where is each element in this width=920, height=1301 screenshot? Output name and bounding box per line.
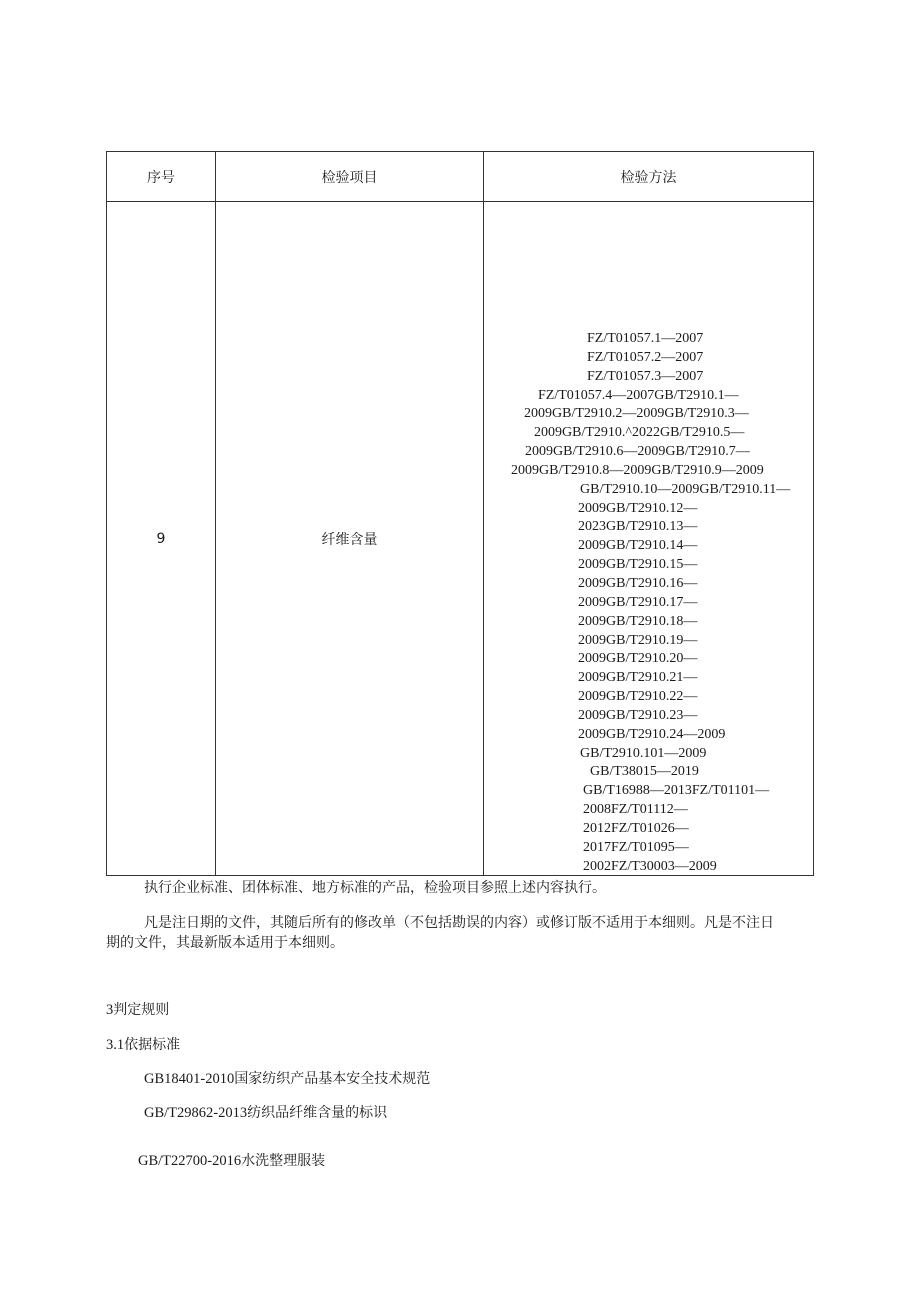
method-line: 2009GB/T2910.^2022GB/T2910.5— (534, 425, 745, 441)
section-3-number: 3 (106, 1002, 114, 1018)
method-line: 2009GB/T2910.24—2009 (578, 726, 726, 742)
section-3-title: 判定规则 (113, 1002, 170, 1018)
standard-code: GB/T29862-2013 (144, 1105, 248, 1121)
method-line: FZ/T01057.2—2007 (587, 349, 704, 365)
note-paragraph-2-line-1: 凡是注日期的文件，其随后所有的修改单（不包括勘误的内容）或修订版不适用于本细则。凡是不注日 (144, 915, 774, 931)
method-line: 2009GB/T2910.16— (578, 575, 698, 591)
method-line: FZ/T01057.1—2007 (587, 331, 704, 346)
standard-name: 水洗整理服装 (241, 1153, 326, 1169)
method-line: 2009GB/T2910.2—2009GB/T2910.3— (524, 406, 749, 422)
row-seq: 9 (156, 530, 166, 547)
method-line: 2009GB/T2910.8—2009GB/T2910.9—2009 (511, 462, 764, 478)
method-line: 2023GB/T2910.13— (578, 519, 698, 535)
method-line: 2009GB/T2910.6—2009GB/T2910.7— (525, 444, 750, 460)
section-3-heading (106, 999, 169, 1019)
standard-name: 纺织品纤维含量的标识 (247, 1105, 388, 1121)
method-line: 2009GB/T2910.17— (578, 594, 698, 610)
standard-item (138, 1150, 325, 1170)
method-line: 2009GB/T2910.23— (578, 707, 698, 723)
method-line: 2009GB/T2910.18— (578, 613, 698, 629)
method-list (485, 330, 813, 876)
row-item: 纤维含量 (321, 531, 378, 548)
method-line: 2012FZ/T01026— (583, 820, 689, 836)
method-line: 2009GB/T2910.20— (578, 651, 698, 667)
standard-code: GB/T22700-2016 (138, 1153, 242, 1169)
method-line: FZ/T01057.4—2007GB/T2910.1— (538, 387, 739, 403)
header-item: 检验项目 (321, 169, 378, 186)
standard-item (144, 1102, 387, 1122)
method-line: 2002FZ/T30003—2009 (583, 858, 717, 874)
note-paragraph-1: 执行企业标准、团体标准、地方标准的产品，检验项目参照上述内容执行。 (144, 880, 606, 896)
standard-code: GB18401-2010 (144, 1071, 235, 1087)
section-3-1-heading (106, 1034, 180, 1054)
method-line: 2017FZ/T01095— (583, 839, 689, 855)
method-line: 2009GB/T2910.19— (578, 632, 698, 648)
method-line: GB/T2910.10—2009GB/T2910.11— (580, 481, 791, 497)
method-line: 2009GB/T2910.12— (578, 500, 698, 516)
section-3-1-number: 3.1 (106, 1037, 125, 1053)
method-line: 2009GB/T2910.21— (578, 670, 698, 686)
method-line: FZ/T01057.3—2007 (587, 368, 704, 384)
method-line: GB/T16988—2013FZ/T01101— (583, 783, 770, 799)
method-line: GB/T2910.101—2009 (580, 745, 707, 761)
method-line: 2009GB/T2910.22— (578, 689, 698, 705)
inspection-table (106, 151, 814, 876)
table-column-divider (483, 152, 484, 875)
method-line: 2009GB/T2910.14— (578, 538, 698, 554)
section-3-1-title: 依据标准 (124, 1037, 181, 1053)
method-line: 2009GB/T2910.15— (578, 557, 698, 573)
header-seq: 序号 (147, 169, 175, 186)
note-paragraph-2-line-2: 期的文件，其最新版本适用于本细则。 (106, 935, 344, 951)
standard-item (144, 1068, 430, 1088)
method-line: GB/T38015—2019 (590, 764, 699, 780)
method-line: 2008FZ/T01112— (583, 802, 688, 818)
header-method: 检验方法 (620, 169, 677, 186)
standard-name: 国家纺织产品基本安全技术规范 (234, 1071, 431, 1087)
